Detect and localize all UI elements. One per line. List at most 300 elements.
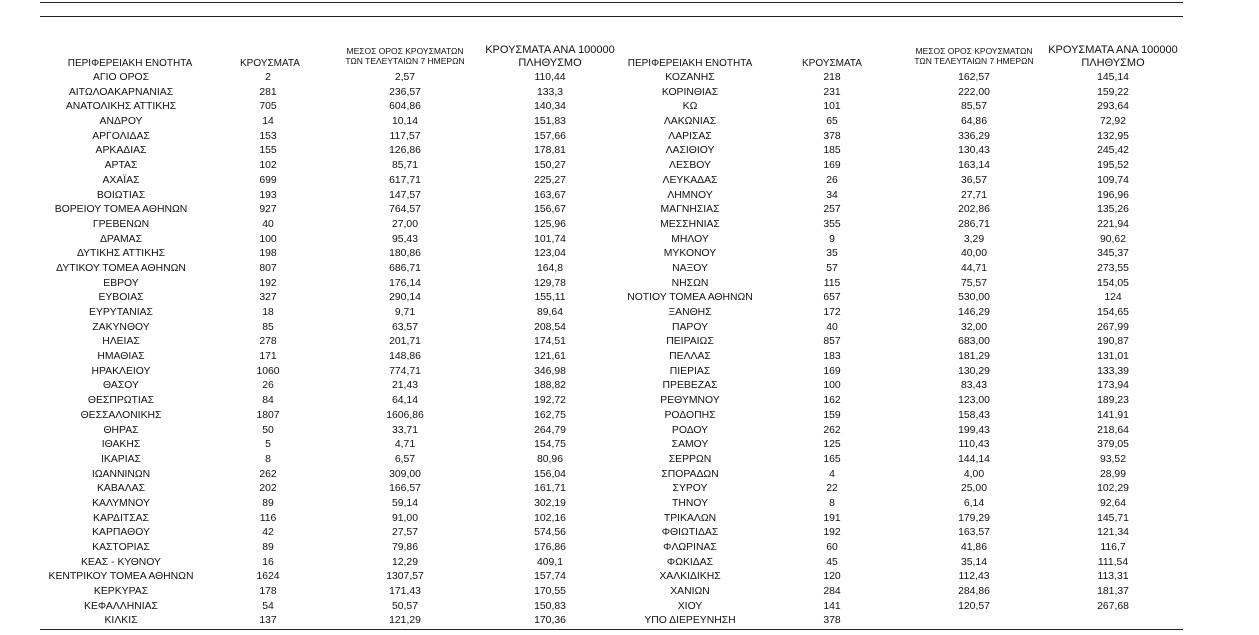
left-avg7-cell: 91,00 — [391, 512, 419, 524]
left-cases-cell: 1807 — [256, 409, 280, 421]
right-per100k-cell: 28,99 — [1099, 468, 1127, 480]
left-per100k-cell: 155,11 — [534, 292, 566, 304]
left-cases-cell: 202 — [259, 483, 277, 495]
left-avg7-cell: 236,57 — [389, 86, 421, 98]
left-region-cell: ΓΡΕΒΕΝΩΝ — [92, 218, 150, 230]
right-region-cell: ΠΑΡΟΥ — [671, 321, 709, 333]
right-region-cell: ΛΑΣΙΘΙΟΥ — [665, 145, 715, 157]
right-cases-cell: 185 — [823, 145, 841, 157]
table-row — [0, 306, 1259, 321]
table-row — [0, 394, 1259, 409]
left-per100k-cell: 151,83 — [534, 116, 566, 128]
right-per100k-cell: 92,64 — [1099, 497, 1127, 509]
table-row — [0, 277, 1259, 292]
right-avg7-cell: 110,43 — [958, 439, 990, 451]
table-row — [0, 100, 1259, 115]
left-per100k-cell: 133,3 — [536, 86, 564, 98]
right-avg7-cell: 75,57 — [960, 277, 988, 289]
left-region-cell: ΙΩΑΝΝΙΝΩΝ — [91, 468, 151, 480]
left-region-cell: ΚΕΝΤΡΙΚΟΥ ΤΟΜΕΑ ΑΘΗΝΩΝ — [48, 571, 194, 583]
left-cases-cell: 14 — [262, 116, 274, 128]
left-cases-cell: 705 — [259, 101, 277, 113]
right-per100k-cell: 116,7 — [1100, 542, 1126, 553]
left-region-cell: ΑΓΙΟ ΟΡΟΣ — [92, 72, 150, 83]
right-avg7-cell: 158,43 — [958, 409, 990, 421]
left-region-cell: ΙΘΑΚΗΣ — [101, 439, 141, 451]
right-region-cell: ΜΗΛΟΥ — [671, 233, 709, 245]
right-avg7-cell: 199,43 — [958, 424, 990, 436]
left-cases-cell: 198 — [259, 248, 277, 260]
right-cases-cell: 159 — [823, 409, 841, 421]
right-per100k-cell: 181,37 — [1097, 586, 1129, 598]
right-avg7-cell: 112,43 — [958, 571, 990, 583]
right-per100k-cell: 93,52 — [1099, 453, 1127, 465]
left-per100k-cell: 346,98 — [534, 365, 566, 377]
left-avg7-cell: 126,86 — [389, 145, 421, 157]
right-region-cell: ΚΩ — [682, 101, 698, 113]
header-per100k-left: ΚΡΟΥΣΜΑΤΑ ΑΝΑ 100000 ΠΛΗΘΥΣΜΟ — [485, 44, 615, 69]
right-avg7-cell: 41,86 — [960, 542, 988, 553]
left-region-cell: ΘΗΡΑΣ — [103, 424, 139, 436]
right-per100k-cell: 154,65 — [1097, 307, 1129, 318]
right-avg7-cell: 683,00 — [958, 336, 990, 348]
table-row — [0, 365, 1259, 380]
left-region-cell: ΚΙΛΚΙΣ — [104, 615, 138, 627]
right-region-cell: ΤΗΝΟΥ — [671, 497, 709, 509]
right-cases-cell: 60 — [826, 542, 838, 553]
right-region-cell: ΚΟΡΙΝΘΙΑΣ — [661, 86, 719, 98]
left-cases-cell: 42 — [262, 527, 274, 539]
left-cases-cell: 16 — [262, 556, 274, 568]
left-cases-cell: 927 — [259, 204, 277, 216]
right-avg7-cell: 222,00 — [958, 86, 990, 98]
left-cases-cell: 278 — [259, 336, 277, 348]
table-row — [0, 424, 1259, 439]
right-per100k-cell: 345,37 — [1097, 248, 1129, 260]
right-per100k-cell: 113,31 — [1097, 571, 1129, 583]
right-avg7-cell: 64,86 — [960, 116, 988, 128]
right-avg7-cell: 40,00 — [960, 248, 988, 260]
left-avg7-cell: 2,57 — [394, 72, 416, 83]
table-row — [0, 614, 1259, 629]
left-region-cell: ΕΒΡΟΥ — [103, 277, 139, 289]
left-avg7-cell: 1606,86 — [386, 409, 424, 421]
right-cases-cell: 657 — [823, 292, 841, 304]
table-row — [0, 233, 1259, 248]
cases-table — [0, 71, 1259, 629]
table-row — [0, 556, 1259, 571]
left-avg7-cell: 309,00 — [389, 468, 421, 480]
left-avg7-cell: 147,57 — [389, 189, 421, 201]
left-per100k-cell: 121,61 — [534, 351, 566, 363]
right-per100k-cell: 159,22 — [1097, 86, 1129, 98]
right-region-cell: ΞΑΝΘΗΣ — [668, 307, 712, 318]
right-cases-cell: 26 — [826, 174, 838, 186]
right-avg7-cell: 123,00 — [958, 395, 990, 407]
right-region-cell: ΧΙΟΥ — [677, 600, 703, 612]
left-region-cell: ΚΑΡΔΙΤΣΑΣ — [93, 512, 149, 524]
right-cases-cell: 165 — [823, 453, 841, 465]
right-avg7-cell: 120,57 — [958, 600, 990, 612]
right-cases-cell: 262 — [823, 424, 841, 436]
right-per100k-cell: 245,42 — [1097, 145, 1129, 157]
right-per100k-cell: 124 — [1104, 292, 1122, 304]
right-region-cell: ΠΕΛΛΑΣ — [669, 351, 711, 363]
right-region-cell: ΦΛΩΡΙΝΑΣ — [663, 542, 717, 553]
right-region-cell: ΡΟΔΟΥ — [671, 424, 709, 436]
right-per100k-cell: 102,29 — [1097, 483, 1129, 495]
table-row — [0, 144, 1259, 159]
right-cases-cell: 857 — [823, 336, 841, 348]
right-cases-cell: 191 — [823, 512, 841, 524]
left-avg7-cell: 9,71 — [394, 307, 416, 318]
table-row — [0, 203, 1259, 218]
left-region-cell: ΒΟΙΩΤΙΑΣ — [96, 189, 146, 201]
right-avg7-cell: 3,29 — [963, 233, 985, 245]
left-per100k-cell: 163,67 — [534, 189, 566, 201]
table-row — [0, 526, 1259, 541]
left-per100k-cell: 157,66 — [534, 130, 566, 142]
left-per100k-cell: 80,96 — [536, 453, 564, 465]
right-per100k-cell: 273,55 — [1097, 262, 1129, 274]
right-region-cell: ΣΑΜΟΥ — [671, 439, 709, 451]
right-region-cell: ΠΕΙΡΑΙΩΣ — [666, 336, 714, 348]
left-avg7-cell: 21,43 — [391, 380, 419, 392]
left-region-cell: ΔΡΑΜΑΣ — [99, 233, 143, 245]
right-cases-cell: 45 — [826, 556, 838, 568]
right-avg7-cell: 286,71 — [958, 218, 990, 230]
header-rule — [40, 16, 1183, 17]
table-row — [0, 130, 1259, 145]
left-per100k-cell: 174,51 — [534, 336, 566, 348]
left-region-cell: ΑΡΚΑΔΙΑΣ — [95, 145, 147, 157]
table-row — [0, 159, 1259, 174]
table-row — [0, 585, 1259, 600]
right-cases-cell: 40 — [826, 321, 838, 333]
left-avg7-cell: 4,71 — [394, 439, 416, 451]
left-region-cell: ΒΟΡΕΙΟΥ ΤΟΜΕΑ ΑΘΗΝΩΝ — [54, 204, 188, 216]
left-cases-cell: 192 — [259, 277, 277, 289]
left-per100k-cell: 208,54 — [534, 321, 566, 333]
right-cases-cell: 35 — [826, 248, 838, 260]
left-cases-cell: 40 — [262, 218, 274, 230]
left-avg7-cell: 50,57 — [391, 600, 419, 612]
right-region-cell: ΣΥΡΟΥ — [672, 483, 708, 495]
left-per100k-cell: 178,81 — [534, 145, 566, 157]
left-region-cell: ΕΥΡΥΤΑΝΙΑΣ — [89, 307, 153, 318]
right-per100k-cell: 141,91 — [1097, 409, 1129, 421]
left-per100k-cell: 264,79 — [534, 424, 566, 436]
right-per100k-cell: 133,39 — [1097, 365, 1129, 377]
left-avg7-cell: 166,57 — [389, 483, 421, 495]
left-per100k-cell: 156,04 — [534, 468, 566, 480]
right-per100k-cell: 111,54 — [1097, 556, 1129, 568]
left-region-cell: ΔΥΤΙΚΗΣ ΑΤΤΙΚΗΣ — [76, 248, 166, 260]
right-cases-cell: 378 — [823, 130, 841, 142]
right-cases-cell: 378 — [823, 615, 841, 627]
left-cases-cell: 54 — [262, 600, 274, 612]
left-region-cell: ΑΡΤΑΣ — [104, 160, 138, 172]
left-per100k-cell: 409,1 — [536, 556, 564, 568]
left-per100k-cell: 161,71 — [534, 483, 566, 495]
left-cases-cell: 171 — [259, 351, 277, 363]
left-region-cell: ΗΡΑΚΛΕΙΟΥ — [91, 365, 151, 377]
right-region-cell: ΜΕΣΣΗΝΙΑΣ — [660, 218, 720, 230]
left-per100k-cell: 150,27 — [534, 160, 566, 172]
right-avg7-cell: 336,29 — [958, 130, 990, 142]
right-per100k-cell: 218,64 — [1097, 424, 1129, 436]
right-per100k-cell: 131,01 — [1097, 351, 1129, 363]
left-region-cell: ΑΙΤΩΛΟΑΚΑΡΝΑΝΙΑΣ — [68, 86, 174, 98]
right-cases-cell: 169 — [823, 160, 841, 172]
right-avg7-cell: 202,86 — [958, 204, 990, 216]
left-per100k-cell: 302,19 — [534, 497, 566, 509]
table-row — [0, 218, 1259, 233]
right-region-cell: ΛΕΥΚΑΔΑΣ — [662, 174, 718, 186]
right-cases-cell: 169 — [823, 365, 841, 377]
table-row — [0, 174, 1259, 189]
right-per100k-cell: 267,68 — [1097, 600, 1129, 612]
left-cases-cell: 327 — [259, 292, 277, 304]
left-cases-cell: 807 — [259, 262, 277, 274]
right-cases-cell: 34 — [826, 189, 838, 201]
header-avg7-right: ΜΕΣΟΣ ΟΡΟΣ ΚΡΟΥΣΜΑΤΩΝ ΤΩΝ ΤΕΛΕΥΤΑΙΩΝ 7 ΗΜΕΡΩΝ — [914, 46, 1034, 66]
table-row — [0, 453, 1259, 468]
left-per100k-cell: 162,75 — [534, 409, 566, 421]
left-cases-cell: 89 — [262, 497, 274, 509]
left-avg7-cell: 33,71 — [391, 424, 419, 436]
right-region-cell: ΣΠΟΡΑΔΩΝ — [661, 468, 719, 480]
right-cases-cell: 8 — [829, 497, 835, 509]
left-region-cell: ΑΝΑΤΟΛΙΚΗΣ ΑΤΤΙΚΗΣ — [65, 101, 177, 113]
right-avg7-cell: 130,29 — [958, 365, 990, 377]
left-cases-cell: 137 — [259, 615, 277, 627]
left-per100k-cell: 110,44 — [534, 72, 566, 83]
right-region-cell: ΠΡΕΒΕΖΑΣ — [662, 380, 718, 392]
right-region-cell: ΛΑΚΩΝΙΑΣ — [663, 116, 717, 128]
left-per100k-cell: 123,04 — [534, 248, 566, 260]
left-cases-cell: 89 — [262, 542, 274, 553]
left-cases-cell: 2 — [265, 72, 271, 83]
left-region-cell: ΔΥΤΙΚΟΥ ΤΟΜΕΑ ΑΘΗΝΩΝ — [56, 262, 186, 274]
right-avg7-cell: 163,14 — [958, 160, 990, 172]
left-avg7-cell: 1307,57 — [386, 571, 424, 583]
right-region-cell: ΝΑΞΟΥ — [672, 262, 708, 274]
left-cases-cell: 155 — [259, 145, 277, 157]
right-region-cell: ΠΙΕΡΙΑΣ — [669, 365, 711, 377]
right-region-cell: ΡΟΔΟΠΗΣ — [664, 409, 716, 421]
left-avg7-cell: 686,71 — [389, 262, 421, 274]
left-avg7-cell: 59,14 — [391, 497, 419, 509]
left-per100k-cell: 140,34 — [534, 101, 566, 113]
bottom-rule — [40, 629, 1183, 630]
left-region-cell: ΚΑΣΤΟΡΙΑΣ — [92, 542, 150, 553]
right-region-cell: ΛΑΡΙΣΑΣ — [668, 130, 712, 142]
right-avg7-cell: 179,29 — [958, 512, 990, 524]
right-cases-cell: 4 — [829, 468, 835, 480]
left-cases-cell: 100 — [259, 233, 277, 245]
right-cases-cell: 22 — [826, 483, 838, 495]
table-row — [0, 409, 1259, 424]
table-row — [0, 335, 1259, 350]
right-cases-cell: 141 — [823, 600, 841, 612]
right-cases-cell: 120 — [823, 571, 841, 583]
left-avg7-cell: 6,57 — [394, 453, 416, 465]
left-cases-cell: 84 — [262, 395, 274, 407]
header-cases-right: ΚΡΟΥΣΜΑΤΑ — [802, 58, 862, 69]
right-region-cell: ΧΑΛΚΙΔΙΚΗΣ — [659, 571, 721, 583]
right-cases-cell: 65 — [826, 116, 838, 128]
right-per100k-cell: 195,52 — [1097, 160, 1129, 172]
right-per100k-cell: 109,74 — [1097, 174, 1129, 186]
right-region-cell: ΦΩΚΙΔΑΣ — [666, 556, 714, 568]
left-region-cell: ΙΚΑΡΙΑΣ — [101, 453, 141, 465]
right-per100k-cell: 190,87 — [1097, 336, 1129, 348]
table-row — [0, 468, 1259, 483]
table-row — [0, 497, 1259, 512]
right-per100k-cell: 189,23 — [1097, 395, 1129, 407]
left-avg7-cell: 604,86 — [389, 101, 421, 113]
left-avg7-cell: 12,29 — [391, 556, 419, 568]
right-per100k-cell: 121,34 — [1097, 527, 1129, 539]
right-avg7-cell: 27,71 — [960, 189, 988, 201]
right-avg7-cell: 146,29 — [958, 307, 990, 318]
left-region-cell: ΖΑΚΥΝΘΟΥ — [92, 321, 150, 333]
left-cases-cell: 193 — [259, 189, 277, 201]
table-row — [0, 570, 1259, 585]
left-avg7-cell: 121,29 — [389, 615, 421, 627]
left-region-cell: ΘΕΣΠΡΩΤΙΑΣ — [87, 395, 155, 407]
left-per100k-cell: 101,74 — [534, 233, 566, 245]
right-cases-cell: 172 — [823, 307, 841, 318]
right-region-cell: ΤΡΙΚΑΛΩΝ — [663, 512, 717, 524]
right-avg7-cell: 181,29 — [958, 351, 990, 363]
left-per100k-cell: 150,83 — [534, 600, 566, 612]
table-row — [0, 321, 1259, 336]
right-avg7-cell: 83,43 — [960, 380, 988, 392]
left-cases-cell: 26 — [262, 380, 274, 392]
left-avg7-cell: 95,43 — [391, 233, 419, 245]
right-avg7-cell: 36,57 — [960, 174, 988, 186]
left-avg7-cell: 148,86 — [389, 351, 421, 363]
left-avg7-cell: 64,14 — [391, 395, 419, 407]
right-avg7-cell: 163,57 — [958, 527, 990, 539]
right-per100k-cell: 72,92 — [1099, 116, 1127, 128]
right-cases-cell: 115 — [823, 277, 841, 289]
table-row — [0, 262, 1259, 277]
left-avg7-cell: 27,57 — [391, 527, 419, 539]
left-per100k-cell: 129,78 — [534, 277, 566, 289]
left-region-cell: ΗΜΑΘΙΑΣ — [97, 351, 145, 363]
right-per100k-cell: 196,96 — [1097, 189, 1129, 201]
table-row — [0, 247, 1259, 262]
right-per100k-cell: 145,71 — [1097, 512, 1129, 524]
header-avg7-left: ΜΕΣΟΣ ΟΡΟΣ ΚΡΟΥΣΜΑΤΩΝ ΤΩΝ ΤΕΛΕΥΤΑΙΩΝ 7 ΗΜΕΡΩΝ — [345, 46, 465, 66]
left-avg7-cell: 63,57 — [391, 321, 419, 333]
right-avg7-cell: 32,00 — [960, 321, 988, 333]
right-avg7-cell: 130,43 — [958, 145, 990, 157]
left-cases-cell: 1060 — [256, 365, 280, 377]
right-per100k-cell: 145,14 — [1097, 72, 1129, 83]
left-per100k-cell: 170,55 — [534, 586, 566, 598]
right-region-cell: ΚΟΖΑΝΗΣ — [665, 72, 715, 83]
right-cases-cell: 9 — [829, 233, 835, 245]
left-per100k-cell: 192,72 — [534, 395, 566, 407]
left-per100k-cell: 89,64 — [536, 307, 564, 318]
left-cases-cell: 1624 — [256, 571, 280, 583]
left-region-cell: ΘΕΣΣΑΛΟΝΙΚΗΣ — [80, 409, 162, 421]
left-region-cell: ΕΥΒΟΙΑΣ — [98, 292, 144, 304]
right-per100k-cell: 154,05 — [1097, 277, 1129, 289]
left-cases-cell: 102 — [259, 160, 277, 172]
left-region-cell: ΗΛΕΙΑΣ — [102, 336, 140, 348]
right-region-cell: ΝΟΤΙΟΥ ΤΟΜΕΑ ΑΘΗΝΩΝ — [627, 292, 753, 304]
left-cases-cell: 50 — [262, 424, 274, 436]
left-avg7-cell: 79,86 — [391, 542, 419, 553]
left-avg7-cell: 180,86 — [389, 248, 421, 260]
table-row — [0, 189, 1259, 204]
right-region-cell: ΛΗΜΝΟΥ — [667, 189, 713, 201]
right-region-cell: ΝΗΣΩΝ — [671, 277, 709, 289]
left-avg7-cell: 176,14 — [389, 277, 421, 289]
right-avg7-cell: 35,14 — [960, 556, 988, 568]
header-cases-left: ΚΡΟΥΣΜΑΤΑ — [240, 58, 300, 69]
left-region-cell: ΚΕΑΣ - ΚΥΘΝΟΥ — [81, 556, 161, 568]
right-region-cell: ΥΠΟ ΔΙΕΡΕΥΝΗΣΗ — [644, 615, 736, 627]
table-row — [0, 115, 1259, 130]
left-avg7-cell: 85,71 — [391, 160, 419, 172]
left-per100k-cell: 157,74 — [534, 571, 566, 583]
right-cases-cell: 355 — [823, 218, 841, 230]
left-region-cell: ΑΡΓΟΛΙΔΑΣ — [92, 130, 150, 142]
right-region-cell: ΜΥΚΟΝΟΥ — [663, 248, 717, 260]
right-cases-cell: 284 — [823, 586, 841, 598]
table-row — [0, 350, 1259, 365]
left-cases-cell: 281 — [259, 86, 277, 98]
left-avg7-cell: 201,71 — [389, 336, 421, 348]
header-region-right: ΠΕΡΙΦΕΡΕΙΑΚΗ ΕΝΟΤΗΤΑ — [627, 58, 753, 69]
right-region-cell: ΣΕΡΡΩΝ — [668, 453, 712, 465]
right-per100k-cell: 90,62 — [1099, 233, 1127, 245]
right-cases-cell: 100 — [823, 380, 841, 392]
right-per100k-cell: 267,99 — [1097, 321, 1129, 333]
left-avg7-cell: 10,14 — [391, 116, 419, 128]
right-region-cell: ΦΘΙΩΤΙΔΑΣ — [661, 527, 719, 539]
table-row — [0, 482, 1259, 497]
left-cases-cell: 116 — [259, 512, 277, 524]
right-per100k-cell: 221,94 — [1097, 218, 1129, 230]
right-per100k-cell: 173,94 — [1097, 380, 1129, 392]
left-per100k-cell: 154,75 — [534, 439, 566, 451]
left-per100k-cell: 188,82 — [534, 380, 566, 392]
left-region-cell: ΘΑΣΟΥ — [103, 380, 139, 392]
right-cases-cell: 183 — [823, 351, 841, 363]
left-region-cell: ΚΑΒΑΛΑΣ — [96, 483, 146, 495]
table-row — [0, 541, 1259, 556]
right-avg7-cell: 162,57 — [958, 72, 990, 83]
left-per100k-cell: 125,96 — [534, 218, 566, 230]
right-cases-cell: 101 — [823, 101, 841, 113]
left-cases-cell: 262 — [259, 468, 277, 480]
right-per100k-cell: 379,05 — [1097, 439, 1129, 451]
right-avg7-cell: 4,00 — [963, 468, 985, 480]
right-region-cell: ΧΑΝΙΩΝ — [670, 586, 710, 598]
left-cases-cell: 18 — [262, 307, 274, 318]
left-region-cell: ΚΕΡΚΥΡΑΣ — [93, 586, 149, 598]
left-avg7-cell: 774,71 — [389, 365, 421, 377]
left-region-cell: ΑΝΔΡΟΥ — [99, 116, 143, 128]
right-region-cell: ΡΕΘΥΜΝΟΥ — [660, 395, 720, 407]
